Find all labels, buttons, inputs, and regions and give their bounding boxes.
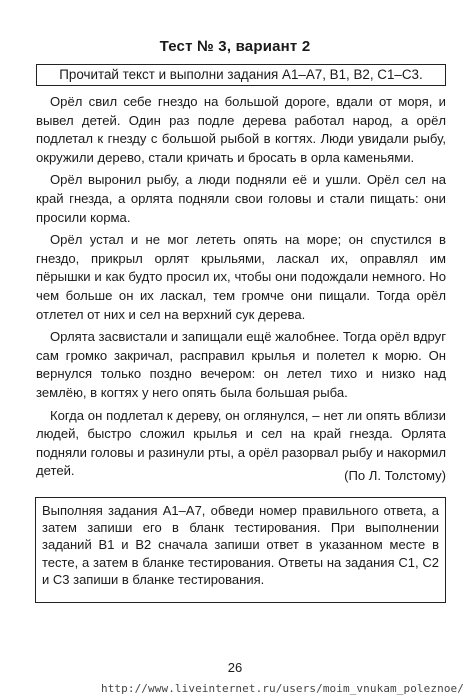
story-text [36, 93, 446, 485]
instruction-box: Прочитай текст и выполни задания А1–А7, В1, В2, С1–С3. [36, 64, 446, 86]
story-paragraph: Орёл выронил рыбу, а люди подняли её и ушли. Орёл сел на край гнезда, а орлята подняли свои головы и стали пищать: они просили корма. [36, 172, 446, 225]
watermark-url: http://www.liveinternet.ru/users/moim_vnukam_poleznoe/ [100, 682, 464, 695]
page-number: 26 [227, 660, 243, 675]
story-paragraph: Орлята засвистали и запищали ещё жалобнее. Тогда орёл вдруг сам громко закричал, расправил крылья и полетел к морю. Он вернулся только поздно вечером: он летел тихо и низко над землёю, в когтях у него опять была большая рыба. [36, 329, 446, 400]
story-attribution: (По Л. Толстому) [344, 468, 446, 483]
story-paragraph: Орёл устал и не мог лететь опять на море; он спустился в гнездо, прикрыл орлят крыльями, ласкал их, оправлял им пёрышки и как будто просил их, чтобы они подождали немного. Но чем больше он их ласкал, тем громче они пищали. Тогда орёл отлетел от них и сел на верхний сук дерева. [36, 232, 446, 322]
story-paragraph: Орёл свил себе гнездо на большой дороге, вдали от моря, и вывел детей. Один раз подле дерева работал народ, а орёл подлетал к гнезду с большой рыбой в когтях. Люди увидали рыбу, окружили дерево, стали кричать и бросать в орла каменьями. [36, 94, 446, 165]
tasks-instruction-box: Выполняя задания А1–А7, обведи номер правильного ответа, а затем запиши его в бланк тестирования. При выполнении заданий В1 и В2 сначала запиши ответ в указанном месте в тесте, а затем в бланке тестирования. Ответы на задания С1, С2 и С3 запиши в бланке тестирования. [35, 497, 446, 603]
story-paragraph: Когда он подлетал к дереву, он оглянулся, – нет ли опять вблизи людей, быстро сложил крылья и сел на край гнезда. Орлята подняли головы и разинули рты, а орёл разорвал рыбу и накормил детей. [36, 407, 446, 479]
test-title: Тест № 3, вариант 2 [159, 38, 311, 55]
